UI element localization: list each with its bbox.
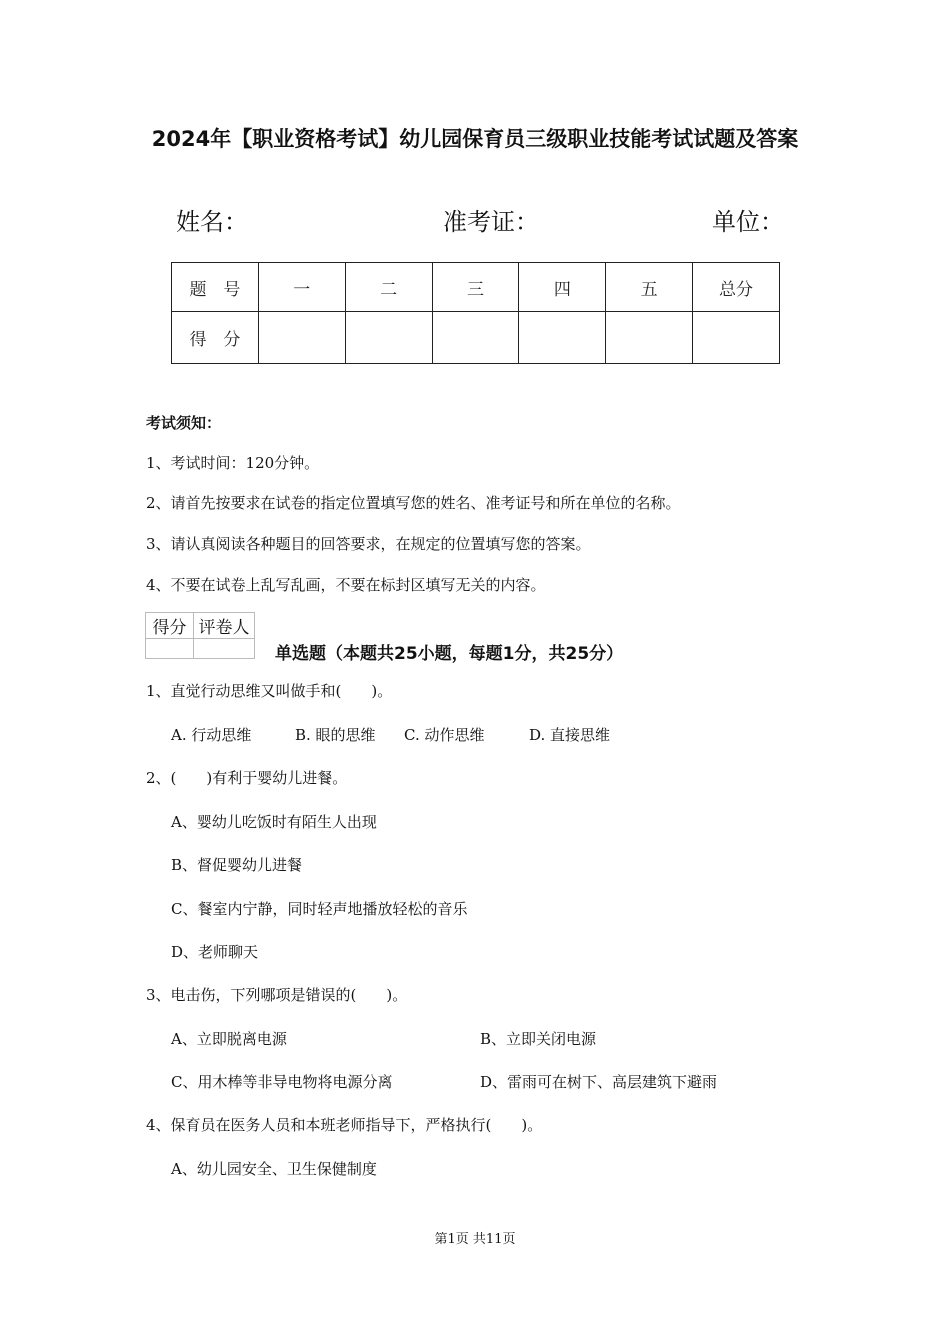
grader-name-cell[interactable] [194,639,255,659]
page-footer: 第1页 共11页 [434,1232,516,1247]
score-table-cell: 四 [519,263,606,312]
question-stem: 2、( )有利于婴幼儿进餐。 [146,769,348,787]
notice-item: 1、考试时间：120分钟。 [146,454,320,472]
score-table-cell: 一 [258,263,345,312]
question-option: B、督促婴幼儿进餐 [171,856,303,874]
notice-item: 2、请首先按要求在试卷的指定位置填写您的姓名、准考证号和所在单位的名称。 [146,494,681,512]
question-option: A、立即脱离电源 [171,1030,287,1048]
score-table-cell: 总分 [693,263,780,312]
score-table-cell: 二 [345,263,432,312]
question-option: D、老师聊天 [171,943,259,961]
notice-heading: 考试须知： [146,414,222,432]
question-option: C、餐室内宁静，同时轻声地播放轻松的音乐 [171,900,468,918]
score-entry-cell[interactable] [345,312,432,364]
score-entry-cell[interactable] [432,312,519,364]
score-table-score-row [172,312,780,364]
score-table [171,262,780,364]
document-title: 2024年【职业资格考试】幼儿园保育员三级职业技能考试试题及答案 [151,127,799,151]
notice-item: 4、不要在试卷上乱写乱画，不要在标封区填写无关的内容。 [146,576,546,594]
name-field-label: 姓名： [176,208,248,236]
score-table-header-row [172,263,780,312]
question-option: C、用木棒等非导电物将电源分离 [171,1073,393,1091]
grader-score-cell[interactable] [146,639,194,659]
exam-id-field-label: 准考证： [443,208,539,236]
grader-name-label: 评卷人 [194,613,255,639]
question-stem: 1、直觉行动思维又叫做手和( )。 [146,682,393,700]
question-stem: 4、保育员在医务人员和本班老师指导下，严格执行( )。 [146,1116,543,1134]
score-entry-cell[interactable] [693,312,780,364]
score-table-cell: 五 [606,263,693,312]
question-option: C. 动作思维 [404,726,485,744]
score-table-cell: 得 分 [172,312,259,364]
unit-field-label: 单位： [712,208,784,236]
score-entry-cell[interactable] [258,312,345,364]
score-table-cell: 三 [432,263,519,312]
question-option: D. 直接思维 [529,726,611,744]
question-option: A、婴幼儿吃饭时有陌生人出现 [171,813,377,831]
question-option: D、雷雨可在树下、高层建筑下避雨 [480,1073,718,1091]
question-option: A. 行动思维 [171,726,252,744]
section-title: 单选题（本题共25小题，每题1分，共25分） [275,644,624,664]
score-entry-cell[interactable] [519,312,606,364]
grader-box [145,612,255,659]
question-option: A、幼儿园安全、卫生保健制度 [171,1160,377,1178]
question-option: B. 眼的思维 [295,726,376,744]
question-option: B、立即关闭电源 [480,1030,597,1048]
score-table-cell: 题 号 [172,263,259,312]
score-entry-cell[interactable] [606,312,693,364]
grader-score-label: 得分 [146,613,194,639]
notice-item: 3、请认真阅读各种题目的回答要求，在规定的位置填写您的答案。 [146,535,591,553]
question-stem: 3、电击伤，下列哪项是错误的( )。 [146,986,408,1004]
